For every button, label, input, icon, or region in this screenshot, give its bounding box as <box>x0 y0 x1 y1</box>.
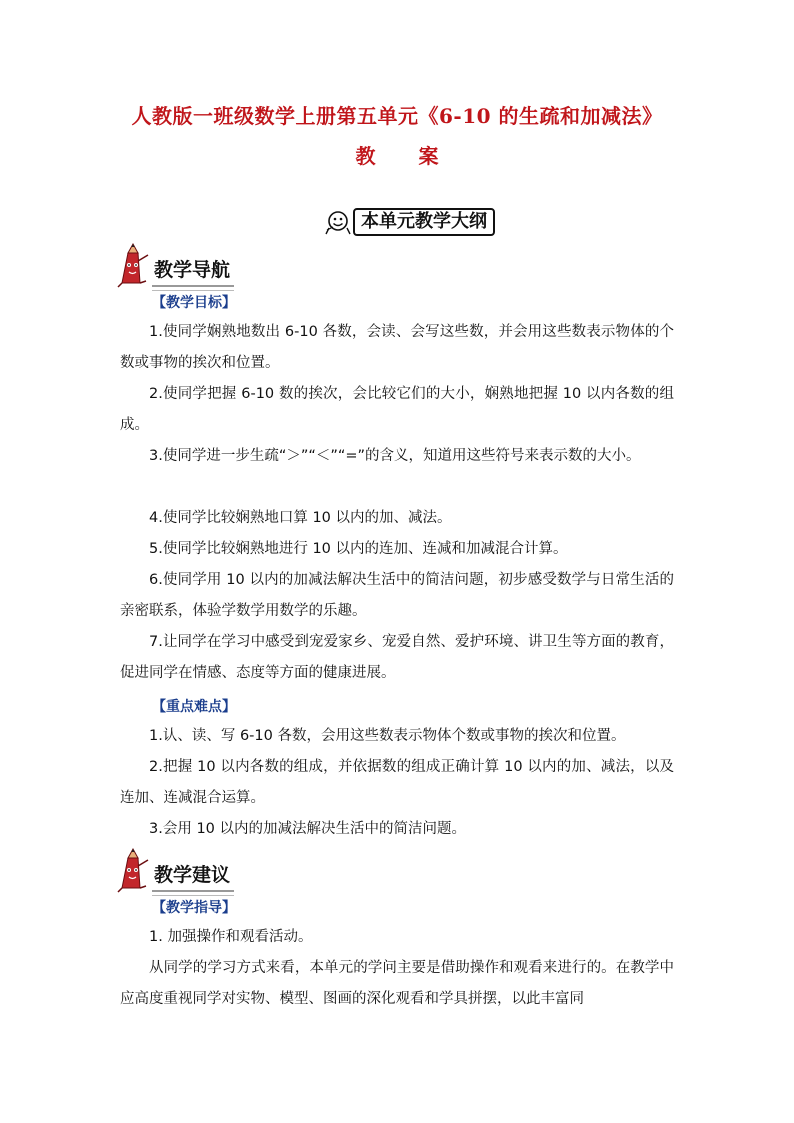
guide-item: 从同学的学习方式来看，本单元的学问主要是借助操作和观看来进行的。在教学中应高度重视同学对实物、模型、图画的深化观看和学具拼摆，以此丰富同 <box>120 960 674 1007</box>
guide-item: 1. 加强操作和观看活动。 <box>149 929 313 945</box>
goals-label: 【教学目标】 <box>152 295 236 311</box>
key-points-label: 【重点难点】 <box>152 699 236 715</box>
goal-item: 6.使同学用 10 以内的加减法解决生活中的简洁问题，初步感受数学与日常生活的亲密联系，体验学数学用数学的乐趣。 <box>120 572 674 619</box>
key-point-item: 2.把握 10 以内各数的组成，并依据数的组成正确计算 10 以内的加、减法，以及连加、连减混合运算。 <box>120 759 674 806</box>
section-nav-title: 教学导航 <box>152 255 234 287</box>
pencil-icon <box>116 848 152 894</box>
section-nav-heading <box>116 243 234 289</box>
document-title: 人教版一班级数学上册第五单元《6-10 的生疏和加减法》 <box>131 104 663 128</box>
pencil-icon <box>116 243 152 289</box>
outline-heading-text: 本单元教学大纲 <box>353 208 495 236</box>
goal-item: 2.使同学把握 6-10 数的挨次，会比较它们的大小，娴熟地把握 10 以内各数的组成。 <box>120 386 674 433</box>
key-point-item: 1.认、读、写 6-10 各数，会用这些数表示物体个数或事物的挨次和位置。 <box>149 728 626 744</box>
outline-heading <box>323 208 495 236</box>
guide-label: 【教学指导】 <box>152 900 236 916</box>
goal-item: 4.使同学比较娴熟地口算 10 以内的加、减法。 <box>149 510 452 526</box>
goal-item: 1.使同学娴熟地数出 6-10 各数，会读、会写这些数，并会用这些数表示物体的个数或事物的挨次和位置。 <box>120 324 674 371</box>
goal-item: 5.使同学比较娴熟地进行 10 以内的连加、连减和加减混合计算。 <box>149 541 568 557</box>
section-advice-heading <box>116 848 234 894</box>
document-subtitle: 教 案 <box>355 144 457 168</box>
key-point-item: 3.会用 10 以内的加减法解决生活中的简洁问题。 <box>149 821 467 837</box>
goal-item: 3.使同学进一步生疏“＞”“＜”“=”的含义，知道用这些符号来表示数的大小。 <box>149 448 641 464</box>
section-advice-title: 教学建议 <box>152 860 234 892</box>
goal-item: 7.让同学在学习中感受到宠爱家乡、宠爱自然、爱护环境、讲卫生等方面的教育，促进同学在情感、态度等方面的健康进展。 <box>120 634 674 681</box>
smiley-icon <box>323 208 351 236</box>
